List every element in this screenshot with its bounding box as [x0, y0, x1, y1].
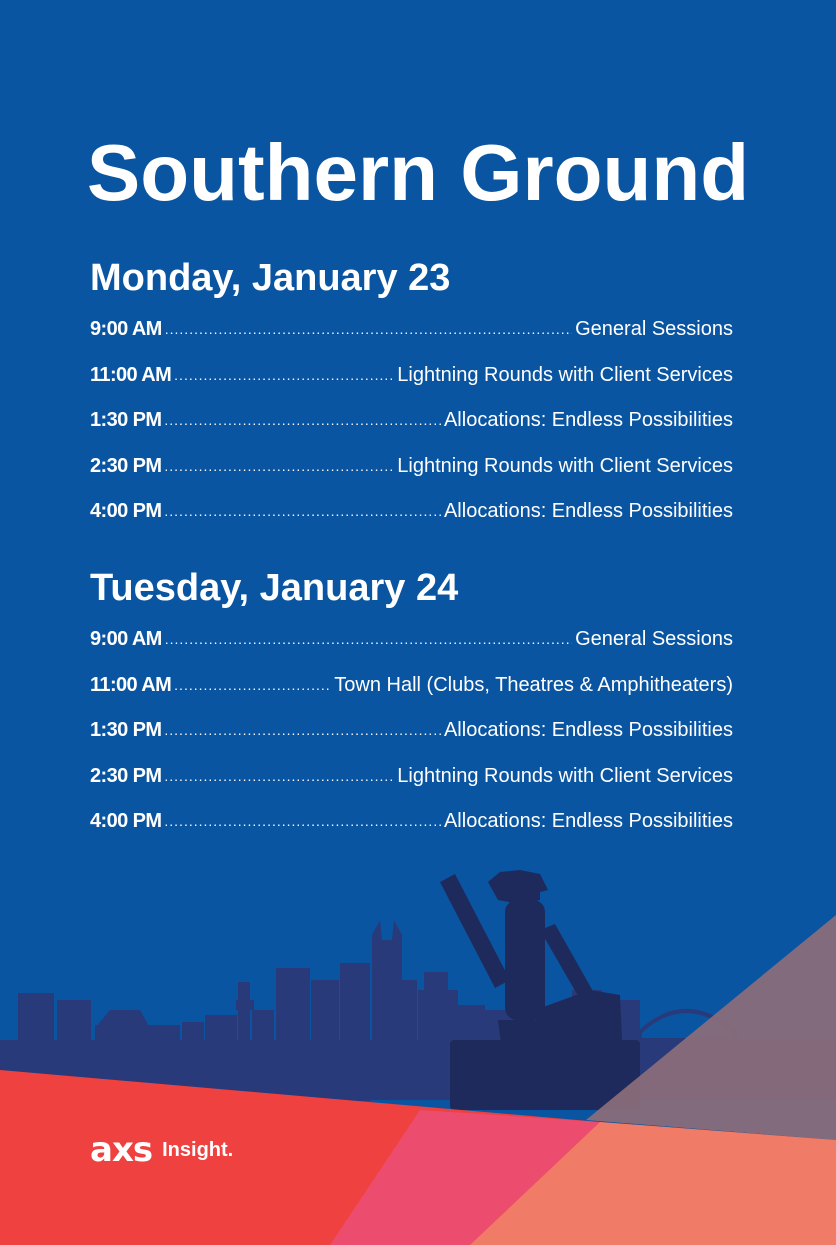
axs-logo-mark: axs [90, 1130, 153, 1170]
session-name: Allocations: Endless Possibilities [443, 810, 733, 832]
session-time: 4:00 PM [90, 810, 162, 832]
session-time: 9:00 AM [90, 628, 162, 650]
session-time: 2:30 PM [90, 454, 162, 477]
session-name: Allocations: Endless Possibilities [443, 719, 733, 741]
dot-leader [165, 624, 572, 654]
session-time: 9:00 AM [90, 318, 162, 340]
schedule-row [90, 761, 733, 807]
dot-leader [164, 451, 394, 481]
schedule-monday [90, 314, 733, 542]
dot-leader [164, 715, 441, 745]
session-time: 11:00 AM [90, 673, 172, 696]
dot-leader [174, 360, 394, 390]
dot-leader [164, 761, 394, 791]
day-heading-tuesday: Tuesday, January 24 [90, 567, 459, 609]
session-name: Allocations: Endless Possibilities [443, 500, 733, 522]
session-time: 1:30 PM [90, 719, 162, 741]
session-time: 11:00 AM [90, 363, 172, 386]
session-name: Lightning Rounds with Client Services [397, 363, 733, 386]
insight-wordmark: Insight. [162, 1138, 234, 1161]
schedule-row [90, 451, 733, 497]
session-time: 2:30 PM [90, 764, 162, 787]
session-name: Town Hall (Clubs, Theatres & Amphitheaters) [334, 673, 733, 696]
session-time: 4:00 PM [90, 500, 162, 522]
dot-leader [164, 405, 441, 435]
poster-title: Southern Ground [86, 128, 750, 217]
schedule-row [90, 360, 733, 406]
schedule-tuesday [90, 624, 733, 852]
schedule-row [90, 806, 733, 852]
session-time: 1:30 PM [90, 409, 162, 431]
day-heading-monday: Monday, January 23 [90, 257, 451, 299]
dot-leader [164, 806, 441, 836]
schedule-row [90, 405, 733, 451]
schedule-row [90, 670, 733, 716]
session-name: Lightning Rounds with Client Services [397, 764, 733, 787]
dot-leader [165, 314, 572, 344]
schedule-row [90, 314, 733, 360]
schedule-row [90, 496, 733, 542]
session-name: Lightning Rounds with Client Services [397, 454, 733, 477]
session-name: General Sessions [575, 628, 733, 650]
dot-leader [164, 496, 441, 526]
session-name: General Sessions [575, 318, 733, 340]
dot-leader [174, 670, 331, 700]
schedule-row [90, 715, 733, 761]
schedule-row [90, 624, 733, 670]
axs-insight-logo [90, 1130, 234, 1170]
session-name: Allocations: Endless Possibilities [443, 409, 733, 431]
